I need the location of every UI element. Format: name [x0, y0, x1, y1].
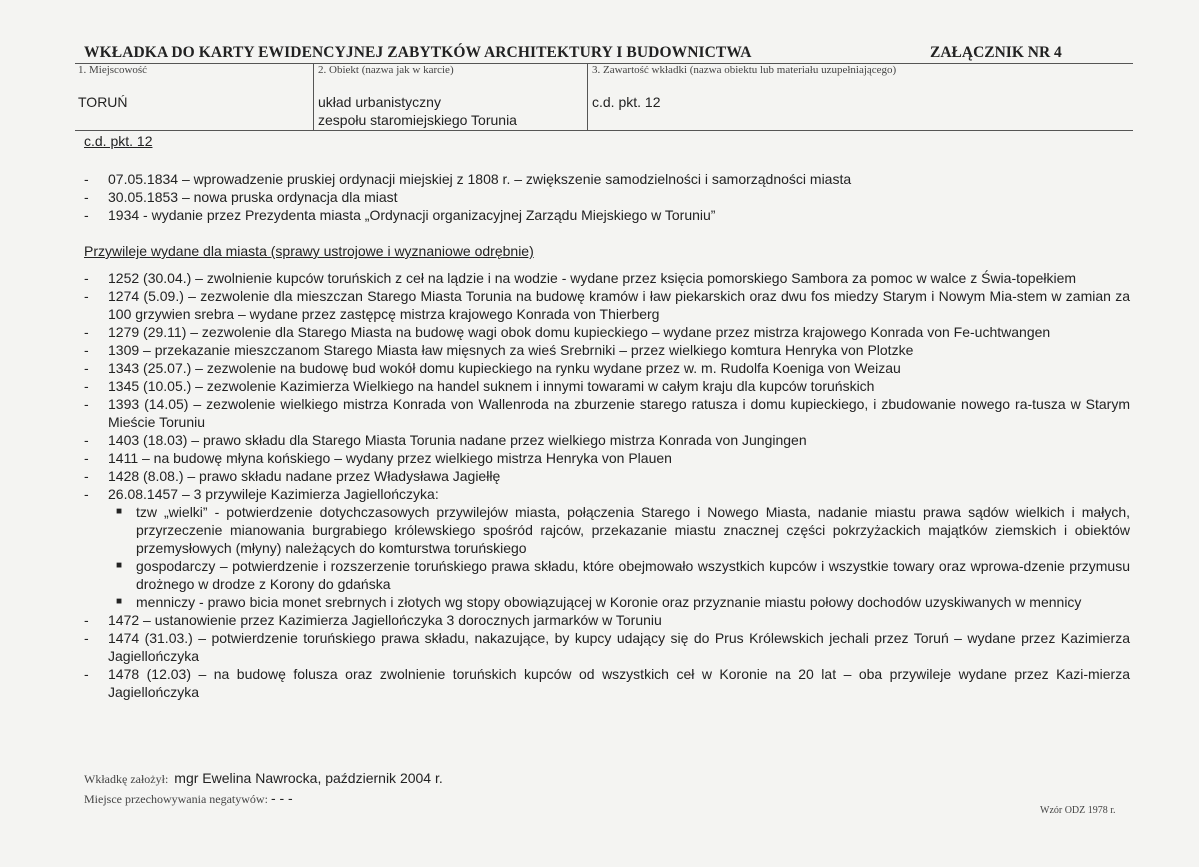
dash-marker: - — [84, 396, 89, 412]
list-item-text: 26.08.1457 – 3 przywileje Kazimierza Jagiellończyka: — [108, 486, 439, 502]
list-item-text: menniczy - prawo bicia monet srebrnych i złotych wg stopy obowiązującej w Koronie oraz przyznanie miastu połowy dochodów uzyskiwanych w mennicy — [136, 594, 1082, 610]
list-item — [84, 377, 1130, 395]
form-version: Wzór ODZ 1978 r. — [1040, 805, 1116, 816]
negatives-label: Miejsce przechowywania negatywów: — [84, 792, 268, 806]
author-label: Wkładkę założył: — [84, 772, 169, 786]
list-item — [84, 665, 1130, 701]
list-item — [84, 359, 1130, 377]
dash-marker: - — [84, 207, 89, 223]
dash-marker: - — [84, 612, 89, 628]
field-label-locality: 1. Miejscowość — [78, 64, 148, 76]
list-item — [84, 170, 1130, 188]
list-item-text: tzw „wielki” - potwierdzenie dotychczasowych przywilejów miasta, połączenia Starego i Nowego Miasta, nadanie miastu prawa sądów wielkich i małych, przyrzeczenie mianowania burgrabiego królewskiego spośród rajców, przekazanie miastu znacznej części pokrzyżackich majątków ziemskich i obiektów przemysłowych (młyny) należących do komturstwa toruńskiego — [136, 504, 1130, 556]
field-label-object: 2. Obiekt (nazwa jak w karcie) — [318, 64, 454, 76]
dash-marker: - — [84, 468, 89, 484]
list-item-text: 1279 (29.11) – zezwolenie dla Starego Miasta na budowę wagi obok domu kupieckiego – wydane przez mistrza krajowego Konrada von Fe-uchtwangen — [108, 324, 1051, 340]
list-item — [84, 629, 1130, 665]
sub-list-item — [84, 593, 1130, 611]
dash-marker: - — [84, 171, 89, 187]
list-item — [84, 341, 1130, 359]
author-value: mgr Ewelina Nawrocka, październik 2004 r. — [174, 770, 443, 786]
bullet-icon: ■ — [116, 596, 123, 607]
list-item-text: 1274 (5.09.) – zezwolenie dla mieszczan Starego Miasta Torunia na budowę kramów i ław piekarskich oraz dwu fos miedzy Starym i Nowym Mia-stem w zamian za 100 grzywien srebra – wydane przez zastępcę mistrza krajowego Konrada von Thierberg — [108, 288, 1130, 322]
list-item — [84, 269, 1130, 287]
field-value-object — [318, 93, 517, 129]
annex-number: ZAŁĄCZNIK NR 4 — [930, 44, 1062, 61]
list-item-text: 1934 - wydanie przez Prezydenta miasta „Ordynacji organizacyjnej Zarządu Miejskiego w Toruniu” — [108, 207, 716, 223]
sub-list-item — [84, 503, 1130, 557]
dash-marker: - — [84, 342, 89, 358]
list-item — [84, 188, 1130, 206]
dash-marker: - — [84, 432, 89, 448]
list-item — [84, 323, 1130, 341]
object-line-1: układ urbanistyczny — [318, 94, 441, 110]
dash-marker: - — [84, 450, 89, 466]
object-line-2: zespołu staromiejskiego Torunia — [318, 112, 517, 128]
divider — [313, 63, 314, 130]
author-line — [84, 770, 443, 787]
dash-marker: - — [84, 486, 89, 502]
dash-marker: - — [84, 270, 89, 286]
list-item-text: 1411 – na budowę młyna końskiego – wydany przez wielkiego mistrza Henryka von Plauen — [108, 450, 672, 466]
list-item-text: 1428 (8.08.) – prawo składu nadane przez Władysława Jagiełłę — [108, 468, 501, 484]
list-item-text: 30.05.1853 – nowa pruska ordynacja dla miast — [108, 189, 398, 205]
field-value-locality: TORUŃ — [78, 94, 128, 110]
dash-marker: - — [84, 189, 89, 205]
list-item-text: 1343 (25.07.) – zezwolenie na budowę bud wokół domu kupieckiego na rynku wydane przez w. m. Rudolfa Koeniga von Weizau — [108, 360, 901, 376]
list-item — [84, 611, 1130, 629]
divider — [75, 130, 1133, 131]
divider — [587, 63, 588, 130]
list-item-text: 1309 – przekazanie mieszczanom Starego Miasta ław mięsnych za wieś Srebrniki – przez wielkiego komtura Henryka von Plotzke — [108, 342, 914, 358]
document-body — [84, 132, 1130, 701]
dash-marker: - — [84, 630, 89, 646]
dash-marker: - — [84, 378, 89, 394]
dash-marker: - — [84, 360, 89, 376]
dash-marker: - — [84, 288, 89, 304]
list-item-text: 1393 (14.05) – zezwolenie wielkiego mistrza Konrada von Wallenroda na zburzenie starego ratusza i domu kupieckiego, i zbudowanie nowego ra-tusza w Starym Mieście Toruniu — [108, 396, 1130, 430]
privileges-heading: Przywileje wydane dla miasta (sprawy ustrojowe i wyznaniowe odrębnie) — [84, 243, 534, 259]
list-privileges — [84, 269, 1130, 503]
list-item-text: gospodarczy – potwierdzenie i rozszerzenie toruńskiego prawa składu, które obejmowało wszystkich kupców i wszystkie towary oraz wprowa-dzenie przymusu drożnego w drodze z Korony do gdańska — [136, 558, 1130, 592]
field-value-contents: c.d. pkt. 12 — [592, 94, 661, 110]
list-events — [84, 170, 1130, 224]
list-item-text: 1478 (12.03) – na budowę folusza oraz zwolnienie toruńskich kupców od wszystkich ceł w Koronie na 20 lat – oba przywileje wydane przez Kazi-mierza Jagiellończyka — [108, 666, 1130, 700]
list-item-text: 1474 (31.03.) – potwierdzenie toruńskiego prawa składu, nakazujące, by kupcy udający się do Prus Królewskich jechali przez Toruń – wydane przez Kazimierza Jagiellończyka — [108, 630, 1130, 664]
sub-list-item — [84, 557, 1130, 593]
list-item — [84, 287, 1130, 323]
list-item-text: 1403 (18.03) – prawo składu dla Starego Miasta Torunia nadane przez wielkiego mistrza Konrada von Jungingen — [108, 432, 807, 448]
list-item — [84, 431, 1130, 449]
list-privileges-later — [84, 611, 1130, 701]
dash-marker: - — [84, 666, 89, 682]
list-item — [84, 395, 1130, 431]
list-item-text: 07.05.1834 – wprowadzenie pruskiej ordynacji miejskiej z 1808 r. – zwiększenie samodzielności i samorządności miasta — [108, 171, 852, 187]
list-item-text: 1345 (10.05.) – zezwolenie Kazimierza Wielkiego na handel suknem i innymi towarami w całym kraju dla kupców toruńskich — [108, 378, 875, 394]
bullet-icon: ■ — [116, 560, 123, 571]
negatives-line — [84, 790, 293, 807]
negatives-value: - - - — [270, 790, 293, 806]
field-label-contents: 3. Zawartość wkładki (nazwa obiektu lub materiału uzupełniającego) — [592, 64, 897, 76]
form-title: WKŁADKA DO KARTY EWIDENCYJNEJ ZABYTKÓW ARCHITEKTURY I BUDOWNICTWA — [84, 44, 752, 61]
bullet-icon: ■ — [116, 506, 123, 517]
dash-marker: - — [84, 324, 89, 340]
section-heading: c.d. pkt. 12 — [84, 133, 153, 149]
list-item-text: 1252 (30.04.) – zwolnienie kupców toruńskich z ceł na lądzie i na wodzie - wydane przez księcia pomorskiego Sambora za pomoc w walce z Świa-topełkiem — [108, 270, 1077, 286]
list-item — [84, 449, 1130, 467]
list-item-text: 1472 – ustanowienie przez Kazimierza Jagiellończyka 3 dorocznych jarmarków w Toruniu — [108, 612, 662, 628]
list-item — [84, 467, 1130, 485]
list-item — [84, 206, 1130, 224]
list-item — [84, 485, 1130, 503]
list-sub-privileges — [84, 503, 1130, 611]
